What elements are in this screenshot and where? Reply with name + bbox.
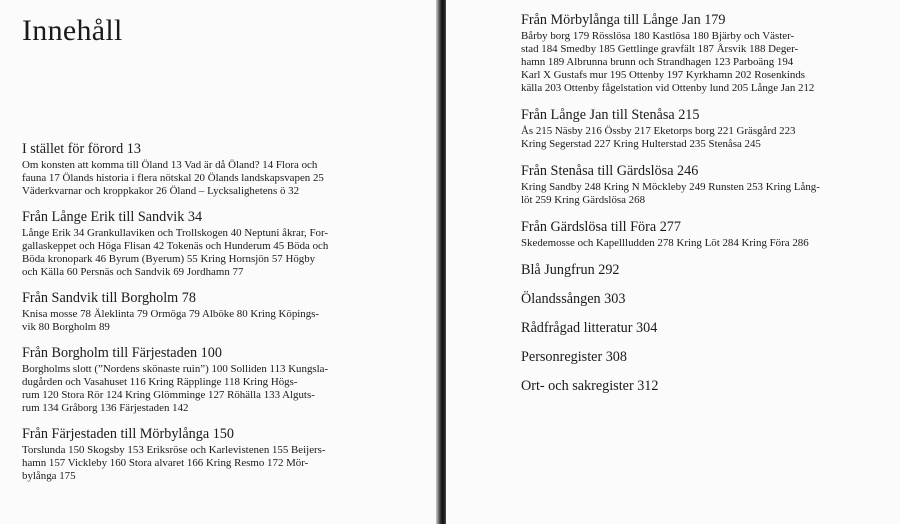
toc-section bbox=[521, 106, 871, 151]
toc-entry-line: gallaskeppet och Höga Flisan 42 Tokenäs och Hunderum 45 Böda och bbox=[22, 240, 329, 252]
toc-entry-line: Knisa mosse 78 Äleklinta 79 Ormöga 79 Alböke 80 Kring Köpings- bbox=[22, 308, 320, 320]
toc-chapter-heading: Från Stenåsa till Gärdslösa 246 bbox=[521, 163, 699, 179]
page-title: Innehåll bbox=[22, 14, 123, 47]
toc-chapter-heading: Från Långe Erik till Sandvik 34 bbox=[22, 209, 203, 225]
toc-section bbox=[22, 140, 422, 198]
toc-entry-line: Karl X Gustafs mur 195 Ottenby 197 Kyrkhamn 202 Rosenkinds bbox=[521, 69, 806, 81]
toc-chapter-heading: Ort- och sakregister 312 bbox=[521, 378, 659, 394]
toc-entry-line: Böda kronopark 46 Byrum (Byerum) 55 Kring Hornsjön 57 Högby bbox=[22, 253, 316, 265]
toc-section bbox=[521, 218, 871, 250]
toc-chapter-heading: Ölandssången 303 bbox=[521, 291, 626, 307]
toc-chapter-heading: I stället för förord 13 bbox=[22, 141, 141, 157]
toc-chapter-heading: Från Gärdslösa till Föra 277 bbox=[521, 219, 681, 235]
toc-entry-line: Kring Sandby 248 Kring N Möckleby 249 Runsten 253 Kring Lång- bbox=[521, 181, 820, 193]
toc-entries bbox=[521, 237, 871, 250]
toc-entry-line: stad 184 Smedby 185 Gettlinge gravfält 187 Årsvik 188 Deger- bbox=[521, 43, 799, 55]
toc-entry-line: Kring Segerstad 227 Kring Hulterstad 235 Stenåsa 245 bbox=[521, 138, 761, 150]
toc-entries bbox=[22, 308, 422, 334]
toc-entry-line: Om konsten att komma till Öland 13 Vad är då Öland? 14 Flora och bbox=[22, 159, 318, 171]
toc-section bbox=[22, 344, 422, 415]
toc-section bbox=[521, 319, 871, 337]
toc-entry-line: källa 203 Ottenby fågelstation vid Ottenby lund 205 Långe Jan 212 bbox=[521, 82, 815, 94]
toc-chapter-heading: Från Borgholm till Färjestaden 100 bbox=[22, 345, 222, 361]
toc-entries bbox=[22, 227, 422, 279]
toc-section bbox=[22, 289, 422, 334]
toc-entry-line: Väderkvarnar och kroppkakor 26 Öland – Lycksalighetens ö 32 bbox=[22, 185, 300, 197]
toc-entry-line: löt 259 Kring Gärdslösa 268 bbox=[521, 194, 646, 206]
toc-entry-line: bylånga 175 bbox=[22, 470, 76, 482]
toc-section bbox=[521, 290, 871, 308]
toc-entry-line: hamn 157 Vickleby 160 Stora alvaret 166 Kring Resmo 172 Mör- bbox=[22, 457, 309, 469]
right-toc-column bbox=[521, 11, 871, 406]
toc-entry-line: Borgholms slott (”Nordens skönaste ruin”) 100 Solliden 113 Kungsla- bbox=[22, 363, 329, 375]
toc-entries bbox=[22, 444, 422, 483]
toc-entries bbox=[521, 30, 871, 95]
toc-section bbox=[22, 208, 422, 279]
toc-entry-line: hamn 189 Albrunna brunn och Strandhagen 123 Parboäng 194 bbox=[521, 56, 794, 68]
toc-chapter-heading: Från Mörbylånga till Långe Jan 179 bbox=[521, 12, 726, 28]
toc-chapter-heading: Från Färjestaden till Mörbylånga 150 bbox=[22, 426, 234, 442]
toc-section bbox=[22, 425, 422, 483]
toc-chapter-heading: Från Långe Jan till Stenåsa 215 bbox=[521, 107, 700, 123]
toc-chapter-heading: Från Sandvik till Borgholm 78 bbox=[22, 290, 196, 306]
toc-entries bbox=[521, 125, 871, 151]
toc-entry-line: och Källa 60 Persnäs och Sandvik 69 Jordhamn 77 bbox=[22, 266, 244, 278]
toc-entry-line: vik 80 Borgholm 89 bbox=[22, 321, 110, 333]
toc-section bbox=[521, 377, 871, 395]
toc-entry-line: Långe Erik 34 Grankullaviken och Trollskogen 40 Neptuni åkrar, For- bbox=[22, 227, 329, 239]
toc-chapter-heading: Personregister 308 bbox=[521, 349, 627, 365]
toc-entry-line: rum 134 Gråborg 136 Färjestaden 142 bbox=[22, 402, 189, 414]
toc-entry-line: Torslunda 150 Skogsby 153 Eriksröse och Karlevistenen 155 Beijers- bbox=[22, 444, 326, 456]
toc-section bbox=[521, 348, 871, 366]
toc-entries bbox=[521, 181, 871, 207]
toc-entry-line: Bårby borg 179 Rösslösa 180 Kastlösa 180 Bjärby och Väster- bbox=[521, 30, 795, 42]
toc-section bbox=[521, 261, 871, 279]
toc-entry-line: rum 120 Stora Rör 124 Kring Glömminge 127 Röhälla 133 Alguts- bbox=[22, 389, 315, 401]
toc-entry-line: dugården och Vasahuset 116 Kring Räpplinge 118 Kring Högs- bbox=[22, 376, 298, 388]
toc-entry-line: Skedemosse och Kapellludden 278 Kring Löt 284 Kring Föra 286 bbox=[521, 237, 809, 249]
toc-chapter-heading: Rådfrågad litteratur 304 bbox=[521, 320, 658, 336]
toc-entries bbox=[22, 363, 422, 415]
toc-chapter-heading: Blå Jungfrun 292 bbox=[521, 262, 620, 278]
toc-entry-line: Ås 215 Näsby 216 Össby 217 Eketorps borg 221 Gräsgård 223 bbox=[521, 125, 796, 137]
toc-section bbox=[521, 11, 871, 95]
toc-entry-line: fauna 17 Ölands historia i flera nötskal 20 Ölands landskapsvapen 25 bbox=[22, 172, 324, 184]
left-toc-column bbox=[22, 140, 422, 493]
toc-section bbox=[521, 162, 871, 207]
toc-entries bbox=[22, 159, 422, 198]
